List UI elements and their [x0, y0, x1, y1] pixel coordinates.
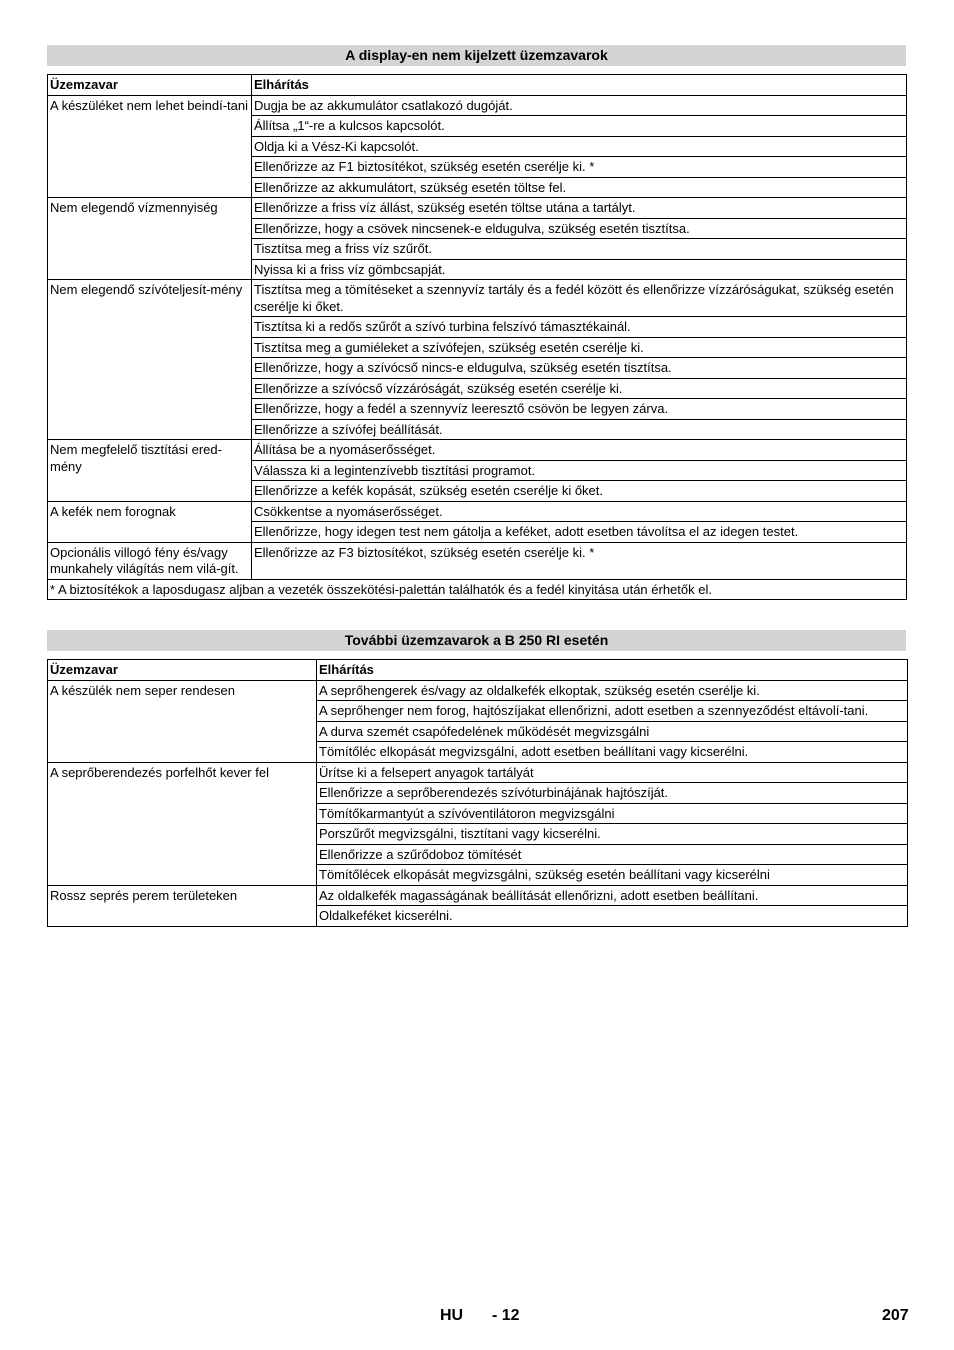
fix-cell: Állítása be a nyomáserősséget. — [252, 440, 907, 461]
footer-section-page: - 12 — [492, 1307, 520, 1324]
fix-cell: Tisztítsa meg a tömítéseket a szennyvíz tartály és a fedél között és ellenőrizze vízzáróságukat, szükség esetén cserélje ki őket. — [252, 280, 907, 317]
fix-cell: Nyissa ki a friss víz gömbcsapját. — [252, 259, 907, 280]
fix-cell: Tömítőkarmantyút a szívóventilátoron megvizsgálni — [317, 803, 908, 824]
table-header-row — [48, 75, 907, 96]
fix-cell: Ellenőrizze, hogy idegen test nem gátolja a keféket, adott esetben távolítsa el az idegen testet. — [252, 522, 907, 543]
fix-cell: Oldja ki a Vész-Ki kapcsolót. — [252, 136, 907, 157]
troubleshooting-table-1 — [47, 74, 907, 600]
fix-cell: Ellenőrizze a friss víz állást, szükség esetén töltse utána a tartályt. — [252, 198, 907, 219]
fault-cell: Nem elegendő szívóteljesít-mény — [48, 280, 252, 440]
table-row — [48, 501, 907, 522]
fix-cell: Az oldalkefék magasságának beállítását ellenőrizni, adott esetben beállítani. — [317, 885, 908, 906]
fix-cell: Ellenőrizze az akkumulátort, szükség esetén töltse fel. — [252, 177, 907, 198]
fix-cell: Ellenőrizze, hogy a fedél a szennyvíz leeresztő csövön be legyen zárva. — [252, 399, 907, 420]
footnote: * A biztosítékok a laposdugasz aljban a vezeték összekötési-palettán találhatók és a fedél kinyitása után érhetők el. — [48, 579, 907, 600]
fault-cell: Rossz seprés perem területeken — [48, 885, 317, 926]
fault-cell: A készülék nem seper rendesen — [48, 680, 317, 762]
column-header-fault: Üzemzavar — [48, 75, 252, 96]
fault-cell: Nem elegendő vízmennyiség — [48, 198, 252, 280]
fix-cell: Ellenőrizze a szűrődoboz tömítését — [317, 844, 908, 865]
fix-cell: A seprőhenger nem forog, hajtószíjakat ellenőrizni, adott esetben a szennyeződést eltávolí-tani. — [317, 701, 908, 722]
column-header-fix: Elhárítás — [317, 660, 908, 681]
fix-cell: Tisztítsa ki a redős szűrőt a szívó turbina felszívó támasztékainál. — [252, 317, 907, 338]
section-title-display-faults: A display-en nem kijelzett üzemzavarok — [47, 45, 906, 66]
fix-cell: Válassza ki a legintenzívebb tisztítási programot. — [252, 460, 907, 481]
fix-cell: A durva szemét csapófedelének működését megvizsgálni — [317, 721, 908, 742]
fix-cell: Ellenőrizze, hogy a szívócső nincs-e eldugulva, szükség esetén tisztítsa. — [252, 358, 907, 379]
table-row — [48, 762, 908, 783]
column-header-fix: Elhárítás — [252, 75, 907, 96]
fix-cell: Ellenőrizze a kefék kopását, szükség esetén cserélje ki őket. — [252, 481, 907, 502]
fix-cell: Ellenőrizze a szívócső vízzáróságát, szükség esetén cserélje ki. — [252, 378, 907, 399]
fix-cell: Ellenőrizze az F3 biztosítékot, szükség esetén cserélje ki. * — [252, 542, 907, 579]
fix-cell: Tisztítsa meg a friss víz szűrőt. — [252, 239, 907, 260]
footer-language: HU — [440, 1307, 464, 1324]
fix-cell: A seprőhengerek és/vagy az oldalkefék elkoptak, szükség esetén cserélje ki. — [317, 680, 908, 701]
fix-cell: Állítsa „1“-re a kulcsos kapcsolót. — [252, 116, 907, 137]
table-row — [48, 440, 907, 461]
fix-cell: Tömítőléc elkopását megvizsgálni, adott esetben beállítani vagy kicserélni. — [317, 742, 908, 763]
table-row — [48, 95, 907, 116]
fix-cell: Oldalkeféket kicserélni. — [317, 906, 908, 927]
fault-cell: A kefék nem forognak — [48, 501, 252, 542]
table-row — [48, 680, 908, 701]
table-header-row — [48, 660, 908, 681]
fix-cell: Tömítőlécek elkopását megvizsgálni, szükség esetén beállítani vagy kicserélni — [317, 865, 908, 886]
section-title-b250-faults: További üzemzavarok a B 250 RI esetén — [47, 630, 906, 651]
table-row — [48, 885, 908, 906]
table-row — [48, 198, 907, 219]
fix-cell: Porszűrőt megvizsgálni, tisztítani vagy kicserélni. — [317, 824, 908, 845]
fix-cell: Ellenőrizze a seprőberendezés szívóturbinájának hajtószíját. — [317, 783, 908, 804]
fix-cell: Ellenőrizze az F1 biztosítékot, szükség esetén cserélje ki. * — [252, 157, 907, 178]
fix-cell: Ellenőrizze a szívófej beállítását. — [252, 419, 907, 440]
table-row — [48, 280, 907, 317]
fault-cell: A készüléket nem lehet beindí-tani — [48, 95, 252, 198]
troubleshooting-table-2 — [47, 659, 908, 927]
fault-cell: A seprőberendezés porfelhőt kever fel — [48, 762, 317, 885]
fault-cell: Nem megfelelő tisztítási ered-mény — [48, 440, 252, 502]
fix-cell: Ellenőrizze, hogy a csövek nincsenek-e eldugulva, szükség esetén tisztítsa. — [252, 218, 907, 239]
table-row — [48, 542, 907, 579]
fix-cell: Csökkentse a nyomáserősséget. — [252, 501, 907, 522]
fix-cell: Dugja be az akkumulátor csatlakozó dugóját. — [252, 95, 907, 116]
footer-page-number: 207 — [882, 1307, 909, 1324]
fix-cell: Ürítse ki a felsepert anyagok tartályát — [317, 762, 908, 783]
fix-cell: Tisztítsa meg a gumiéleket a szívófejen, szükség esetén cserélje ki. — [252, 337, 907, 358]
footnote-row — [48, 579, 907, 600]
column-header-fault: Üzemzavar — [48, 660, 317, 681]
fault-cell: Opcionális villogó fény és/vagy munkahely világítás nem vilá-gít. — [48, 542, 252, 579]
